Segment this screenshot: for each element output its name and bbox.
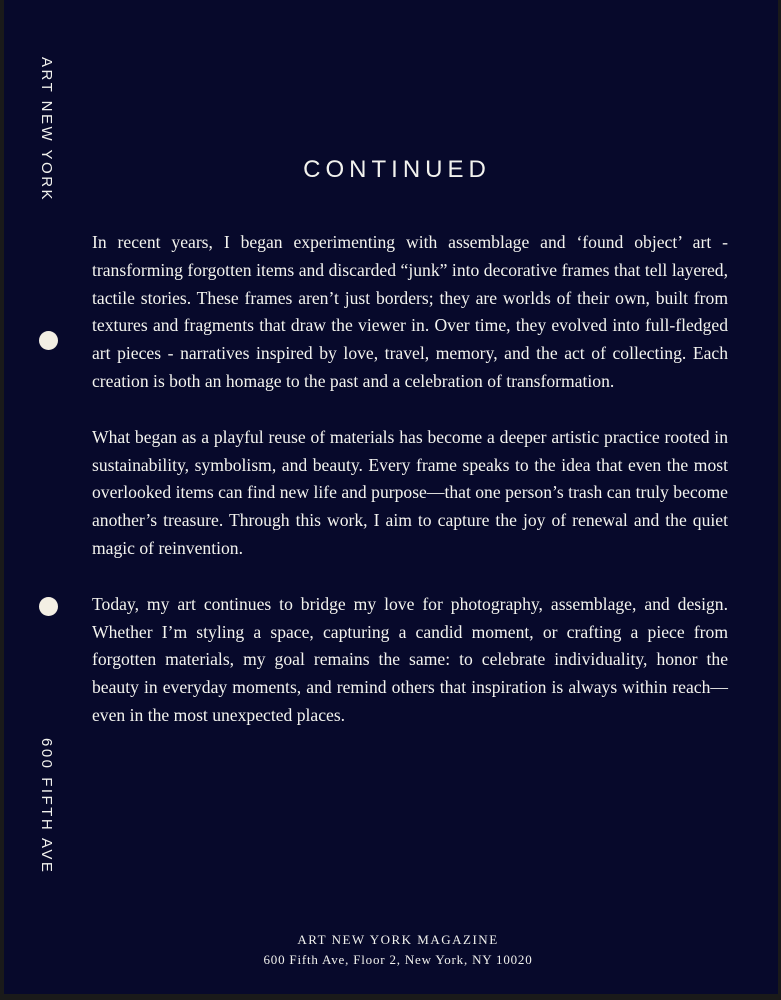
article-body	[92, 229, 728, 758]
footer-address: 600 Fifth Ave, Floor 2, New York, NY 10020	[263, 952, 533, 967]
footer-magazine-name: ART NEW YORK MAGAZINE	[297, 932, 499, 947]
article-paragraph: What began as a playful reuse of materials has become a deeper artistic practice rooted in sustainability, symbolism, and beauty. Every frame speaks to the idea that even the most overlooked items can find new life and purpose—that one person’s trash can truly become another’s treasure. Through this work, I aim to capture the joy of renewal and the quiet magic of reinvention.	[92, 426, 728, 558]
side-label-top: ART NEW YORK	[38, 57, 55, 203]
binding-hole-dot	[39, 597, 58, 616]
page-title: CONTINUED	[303, 156, 491, 183]
side-label-bottom: 600 FIFTH AVE	[38, 738, 55, 875]
page-footer	[4, 930, 778, 970]
article-paragraph: Today, my art continues to bridge my love for photography, assemblage, and design. Whether I’m styling a space, capturing a candid moment, or crafting a piece from forgotten materials, my goal remains the same: to celebrate individuality, honor the beauty in everyday moments, and remind others that inspiration is always within reach—even in the most unexpected places.	[92, 593, 728, 725]
article-paragraph: In recent years, I began experimenting with assemblage and ‘found object’ art - transforming forgotten items and discarded “junk” into decorative frames that tell layered, tactile stories. These frames aren’t just borders; they are worlds of their own, built from textures and fragments that draw the viewer in. Over time, they evolved into full-fledged art pieces - narratives inspired by love, travel, memory, and the act of collecting. Each creation is both an homage to the past and a celebration of transformation.	[92, 232, 728, 391]
magazine-page	[4, 0, 778, 994]
binding-hole-dot	[39, 331, 58, 350]
